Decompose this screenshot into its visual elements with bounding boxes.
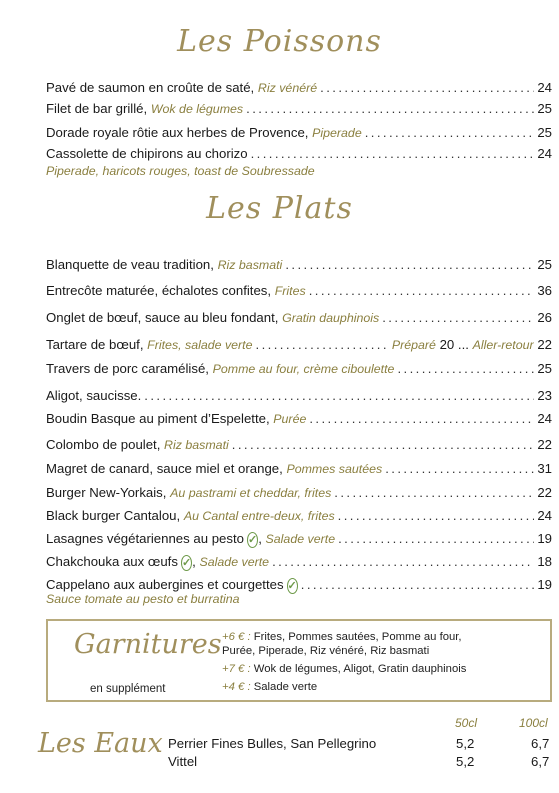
menu-item bbox=[46, 256, 552, 274]
item-description: Sauce tomate au pesto et burratina bbox=[46, 592, 240, 606]
item-name: Filet de bar grillé, bbox=[46, 101, 148, 116]
item-accompaniment: Purée bbox=[273, 412, 307, 426]
item-price: 25 bbox=[537, 101, 552, 116]
item-name: Travers de porc caramélisé, bbox=[46, 361, 209, 376]
garniture-line bbox=[222, 631, 462, 644]
item-price: 25 bbox=[537, 257, 552, 272]
garniture-price: +7 € : bbox=[222, 663, 251, 675]
item-name: Cappelano aux aubergines et courgettes bbox=[46, 577, 284, 592]
garniture-text: Salade verte bbox=[253, 681, 318, 693]
menu-item: Lasagnes végétariennes au pesto ✓ , Salade verte ..... 19 bbox=[46, 530, 552, 548]
item-name: Boudin Basque au piment d’Espelette, bbox=[46, 411, 270, 426]
item-name: Blanquette de veau tradition, bbox=[46, 257, 214, 272]
leader-dots bbox=[338, 530, 534, 548]
section-title-plats: Les Plats bbox=[206, 191, 353, 226]
item-price: 22 bbox=[537, 437, 552, 452]
item-price: 19 bbox=[537, 577, 552, 592]
item-price: 24 bbox=[537, 80, 552, 95]
leader-dots bbox=[246, 100, 534, 118]
menu-item bbox=[46, 145, 552, 163]
menu-item bbox=[46, 410, 552, 428]
item-price: 36 bbox=[537, 283, 552, 298]
item-accompaniment: Au pastrami et cheddar, frites bbox=[170, 486, 332, 500]
menu-item bbox=[46, 124, 552, 142]
item-accompaniment: Frites bbox=[274, 284, 306, 298]
menu-item: Chakchouka aux œufs ✓ , Salade verte ..... 18 bbox=[46, 553, 552, 571]
menu-item bbox=[46, 387, 552, 405]
leader-dots bbox=[285, 256, 534, 274]
item-accompaniment: Pomme au four, crème ciboulette bbox=[212, 362, 395, 376]
leader-dots bbox=[365, 124, 535, 142]
leader-dots bbox=[320, 79, 534, 97]
garniture-line bbox=[222, 645, 429, 658]
leader-dots bbox=[309, 282, 535, 300]
garniture-text: Wok de légumes, Aligot, Gratin dauphinois bbox=[253, 663, 467, 675]
leader-dots bbox=[385, 460, 534, 478]
item-accompaniment: Salade verte bbox=[199, 555, 270, 569]
garniture-price: +6 € : bbox=[222, 631, 251, 643]
item-accompaniment: Wok de légumes bbox=[150, 102, 244, 116]
item-price: 23 bbox=[537, 388, 552, 403]
menu-item bbox=[46, 507, 552, 525]
menu-item bbox=[46, 336, 552, 354]
item-accompaniment: Riz basmati bbox=[164, 438, 229, 452]
garnitures-title: Garnitures bbox=[74, 629, 222, 660]
eaux-title: Les Eaux bbox=[38, 728, 163, 759]
leader-dots bbox=[251, 145, 535, 163]
garniture-price: +4 € : bbox=[222, 681, 251, 693]
item-name: Dorade royale rôtie aux herbes de Provence, bbox=[46, 125, 309, 140]
leader-dots bbox=[232, 436, 535, 454]
garnitures-box bbox=[46, 619, 552, 702]
menu-item bbox=[46, 79, 552, 97]
garnitures-subtitle: en supplément bbox=[90, 683, 166, 695]
leader-dots bbox=[338, 507, 535, 525]
menu-item bbox=[46, 484, 552, 502]
item-price: 24 bbox=[537, 146, 552, 161]
leader-dots bbox=[382, 309, 534, 327]
item-name: Burger New-Yorkais, bbox=[46, 485, 167, 500]
menu-item bbox=[46, 436, 552, 454]
item-name: Onglet de bœuf, sauce au bleu fondant, bbox=[46, 310, 279, 325]
garniture-text: Frites, Pommes sautées, Pomme au four, bbox=[253, 631, 462, 643]
item-price: 24 bbox=[537, 411, 552, 426]
leader-dots bbox=[272, 553, 534, 571]
item-name: Lasagnes végétariennes au pesto bbox=[46, 531, 244, 546]
vegetarian-check-icon: ✓ bbox=[247, 534, 258, 546]
leader-dots bbox=[144, 387, 534, 405]
menu-item bbox=[46, 100, 552, 118]
garniture-line bbox=[222, 681, 317, 694]
item-accompaniment: Au Cantal entre-deux, frites bbox=[183, 509, 335, 523]
menu-item bbox=[46, 360, 552, 378]
water-price-50cl: 5,2 bbox=[456, 754, 475, 769]
item-price: 25 bbox=[537, 361, 552, 376]
item-name: Entrecôte maturée, échalotes confites, bbox=[46, 283, 272, 298]
item-price: 22 bbox=[537, 485, 552, 500]
column-header-50cl: 50cl bbox=[455, 716, 478, 730]
item-option-value: 20 ... bbox=[439, 337, 469, 352]
menu-item bbox=[46, 282, 552, 300]
item-name: Black burger Cantalou, bbox=[46, 508, 181, 523]
item-price: 22 bbox=[537, 337, 552, 352]
item-option: Préparé bbox=[391, 338, 436, 352]
item-accompaniment: Frites, salade verte bbox=[147, 338, 253, 352]
column-header-100cl: 100cl bbox=[519, 716, 548, 730]
item-name: Pavé de saumon en croûte de saté, bbox=[46, 80, 255, 95]
item-price: 24 bbox=[537, 508, 552, 523]
garniture-line bbox=[222, 663, 466, 676]
item-name: Magret de canard, sauce miel et orange, bbox=[46, 461, 283, 476]
menu-item bbox=[46, 309, 552, 327]
item-price: 26 bbox=[537, 310, 552, 325]
item-price: 25 bbox=[537, 125, 552, 140]
water-name: Perrier Fines Bulles, San Pellegrino bbox=[168, 736, 377, 751]
item-price: 19 bbox=[537, 531, 552, 546]
leader-dots bbox=[301, 576, 535, 594]
item-accompaniment: Pommes sautées bbox=[286, 462, 383, 476]
item-price: 31 bbox=[537, 461, 552, 476]
item-description: Piperade, haricots rouges, toast de Soubressade bbox=[46, 164, 315, 178]
item-accompaniment: Salade verte bbox=[265, 532, 336, 546]
item-name: Cassolette de chipirons au chorizo bbox=[46, 146, 248, 161]
leader-dots bbox=[309, 410, 534, 428]
item-price: 18 bbox=[537, 554, 552, 569]
item-accompaniment: Riz basmati bbox=[217, 258, 283, 272]
item-name: Colombo de poulet, bbox=[46, 437, 161, 452]
vegetarian-check-icon: ✓ bbox=[181, 557, 192, 569]
item-option-alt: Aller-retour bbox=[472, 338, 534, 352]
item-name: Tartare de bœuf, bbox=[46, 337, 144, 352]
item-name: Chakchouka aux œufs bbox=[46, 554, 178, 569]
section-title-poissons: Les Poissons bbox=[177, 24, 382, 59]
leader-dots bbox=[397, 360, 534, 378]
water-price-100cl: 6,7 bbox=[531, 754, 550, 769]
vegetarian-check-icon: ✓ bbox=[287, 580, 297, 592]
item-accompaniment: Piperade bbox=[312, 126, 362, 140]
item-name: Aligot, saucisse. bbox=[46, 388, 142, 403]
garniture-text: Purée, Piperade, Riz vénéré, Riz basmati bbox=[222, 645, 430, 657]
leader-dots bbox=[256, 336, 389, 354]
water-price-100cl: 6,7 bbox=[531, 736, 550, 751]
water-price-50cl: 5,2 bbox=[456, 736, 475, 751]
water-name: Vittel bbox=[168, 754, 198, 769]
leader-dots bbox=[334, 484, 534, 502]
item-accompaniment: Gratin dauphinois bbox=[282, 311, 380, 325]
menu-item bbox=[46, 460, 552, 478]
item-accompaniment: Riz vénéré bbox=[257, 81, 318, 95]
